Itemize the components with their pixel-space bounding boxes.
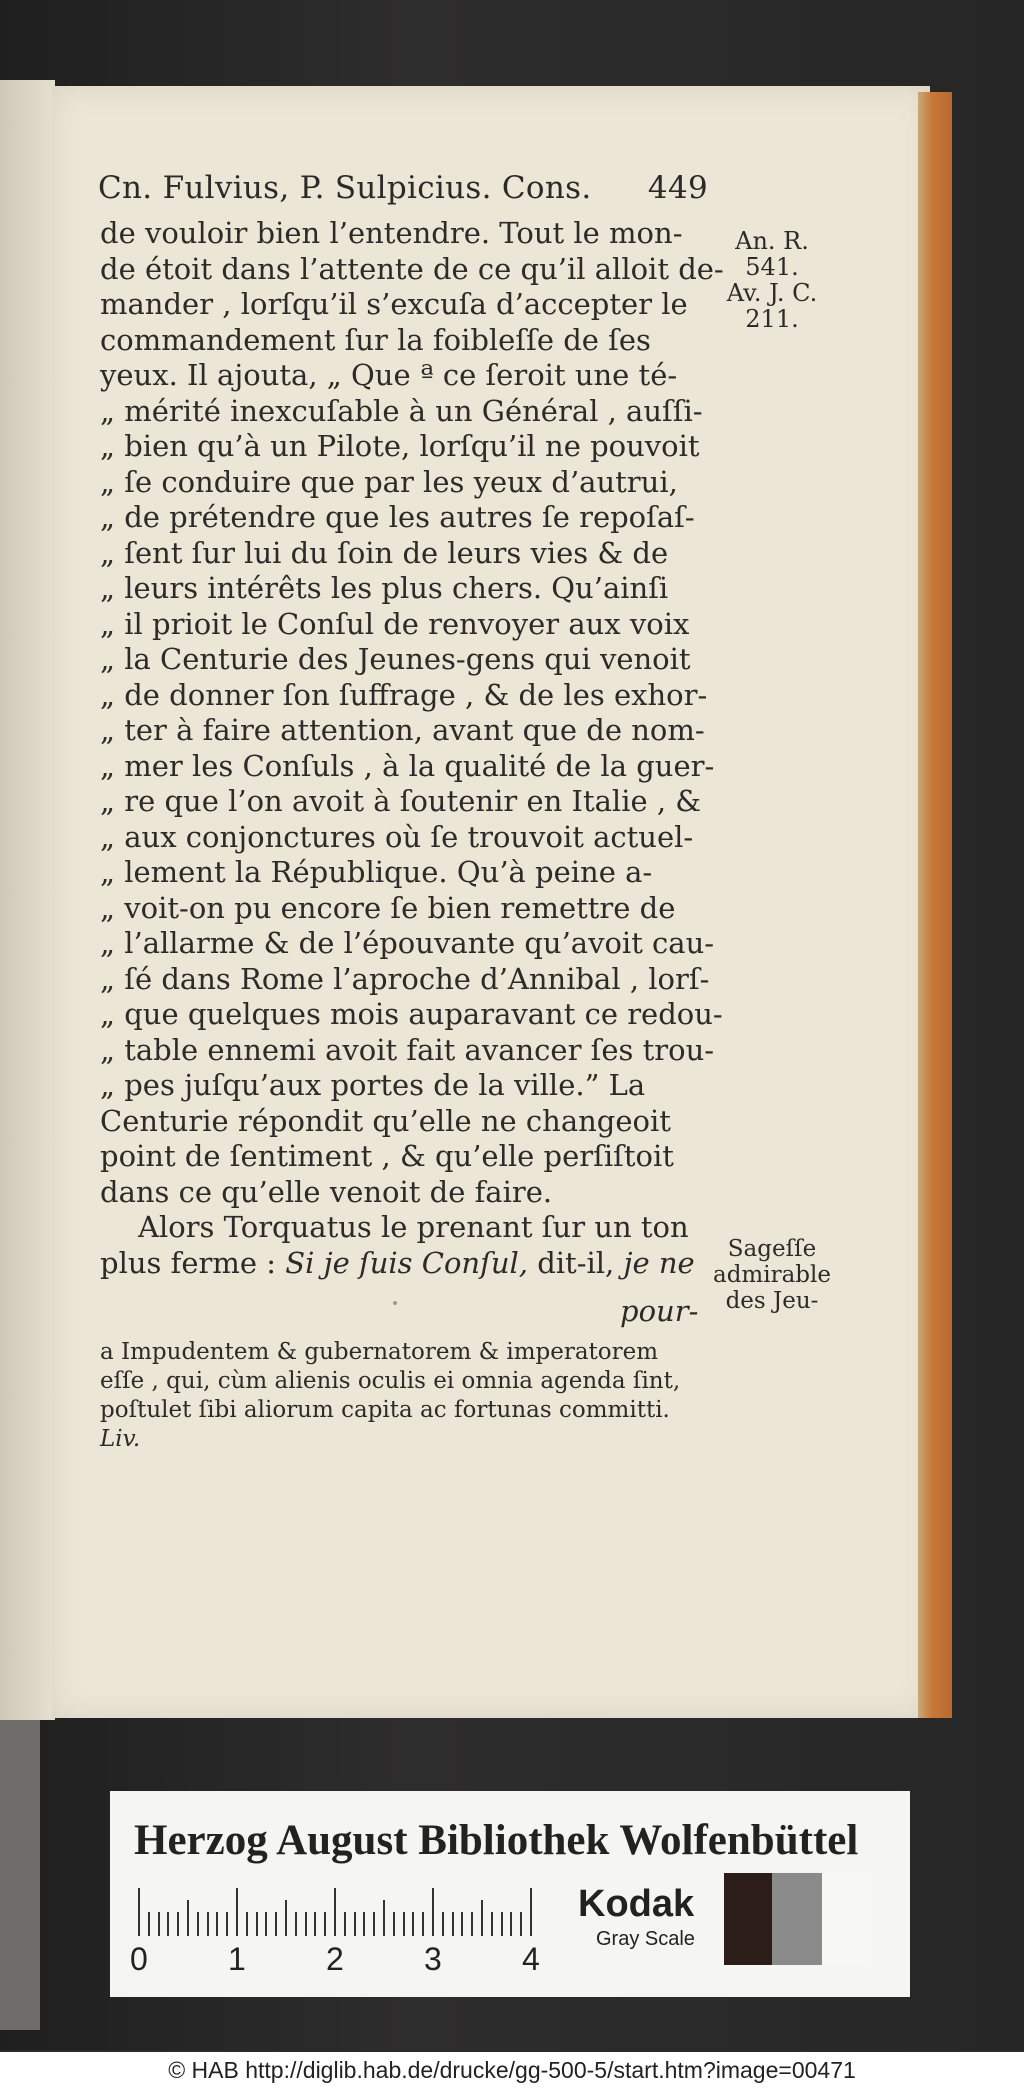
text-line: de vouloir bien l’entendre. Tout le mon- [100, 216, 683, 250]
ruler-tick [383, 1900, 385, 1936]
ruler-tick [334, 1888, 336, 1936]
running-head-title: Cn. Fulvius, P. Sulpicius. Cons. [98, 170, 592, 206]
ruler-number: 3 [424, 1941, 442, 1977]
text-line: point de ſentiment , & qu’elle perſiſtoit [100, 1139, 674, 1173]
ruler-tick [158, 1912, 160, 1936]
text-line: „ l’allarme & de l’épouvante qu’avoit cau- [100, 926, 715, 960]
footnote-line: eſſe , qui, cùm alienis oculis ei omnia agenda ſint, [100, 1368, 681, 1394]
ruler-number: 2 [326, 1941, 344, 1977]
footnote-line: a Impudentem & gubernatorem & imperatorem [100, 1339, 659, 1365]
ruler-numbers [130, 1941, 550, 1981]
ruler-tick [363, 1912, 365, 1936]
text-line: mander , lorſqu’il s’excuſa d’accepter le [100, 287, 688, 321]
text-line: dans ce qu’elle venoit de faire. [100, 1174, 553, 1209]
text-line: commandement ſur la foibleſſe de ſes [100, 322, 651, 357]
text-line: „ voit-on pu encore ſe bien remettre de [100, 890, 676, 925]
ruler-tick [442, 1912, 444, 1936]
gray-scale-label: Gray Scale [596, 1928, 695, 1950]
color-calibration-card [110, 1791, 910, 1997]
ruler-tick [207, 1912, 209, 1936]
ruler-tick [324, 1912, 326, 1936]
ruler-tick [275, 1912, 277, 1936]
text-line: „ bien qu’à un Pilote, lorſqu’il ne pouvoit [100, 429, 700, 463]
ruler-tick [167, 1912, 169, 1936]
ruler-tick [530, 1888, 532, 1936]
margin-note-date [722, 228, 822, 332]
text-line: „ lement la République. Qu’à peine a- [100, 855, 653, 889]
previous-page-edge [0, 80, 55, 1720]
dark-swatch [724, 1873, 772, 1965]
ruler-tick [138, 1888, 140, 1936]
ruler-number: 1 [228, 1941, 246, 1977]
margin-note-line: Sageſſe [727, 1236, 817, 1262]
text-line: „ ſe conduire que par les yeux d’autrui, [100, 464, 678, 499]
ruler-tick [471, 1912, 473, 1936]
text-line: „ ſé dans Rome l’aproche d’Annibal , lorſ- [100, 961, 710, 996]
ruler-tick [236, 1888, 238, 1936]
margin-date-line: An. R. [735, 227, 809, 255]
ruler-tick [520, 1912, 522, 1936]
ruler-tick [403, 1912, 405, 1936]
ruler-tick [481, 1900, 483, 1936]
page-fore-edge [918, 92, 952, 1718]
text-line: „ table ennemi avoit fait avancer ſes trou- [100, 1032, 715, 1067]
ruler-tick [452, 1912, 454, 1936]
margin-date-line: 211. [745, 305, 799, 333]
ruler-tick [197, 1912, 199, 1936]
ruler-tick [256, 1912, 258, 1936]
library-name: Herzog August Bibliothek Wolfenbüttel [134, 1817, 859, 1864]
ruler-tick [295, 1912, 297, 1936]
margin-date-line: 541. [745, 253, 799, 281]
text-line: „ ter à faire attention, avant que de nom- [100, 713, 705, 747]
text-line: „ ſent ſur lui du ſoin de leurs vies & de [100, 535, 669, 570]
catchword: pour- [620, 1294, 699, 1328]
text-lines [100, 216, 724, 1210]
margin-note-line: des Jeu- [725, 1288, 819, 1314]
footnote [100, 1338, 706, 1454]
ruler-tick [393, 1912, 395, 1936]
footnote-source: Liv. [100, 1426, 141, 1452]
ruler-number: 0 [130, 1941, 148, 1977]
margin-note-sagesse [712, 1236, 832, 1314]
ruler-tick [177, 1912, 179, 1936]
main-text [100, 216, 724, 1281]
ruler-tick [216, 1912, 218, 1936]
ruler-tick [226, 1912, 228, 1936]
ruler-tick [265, 1912, 267, 1936]
white-swatch [822, 1873, 870, 1965]
previous-page-bottom [0, 1720, 40, 2030]
ruler-tick [432, 1888, 434, 1936]
ink-dot [393, 1301, 397, 1305]
text-line: „ aux conjonctures où ſe trouvoit actuel- [100, 819, 694, 854]
margin-date-line: Av. J. C. [726, 279, 818, 307]
ruler-tick [422, 1912, 424, 1936]
ruler-tick [148, 1912, 150, 1936]
text-line: Alors Torquatus le prenant ſur un ton [138, 1210, 689, 1244]
ruler-tick [354, 1912, 356, 1936]
gray-swatch [772, 1873, 822, 1965]
ruler-tick [510, 1912, 512, 1936]
text-line: „ de prétendre que les autres ſe repoſaſ- [100, 500, 695, 534]
text-line: „ mérité inexcuſable à un Général , auſſi- [100, 393, 703, 428]
copyright-footer: © HAB http://diglib.hab.de/drucke/gg-500-5/start.htm?image=00471 [0, 2052, 1024, 2089]
ruler-tick [285, 1900, 287, 1936]
page-number: 449 [647, 170, 708, 206]
ruler-tick [461, 1912, 463, 1936]
ruler-tick [246, 1912, 248, 1936]
ruler-tick [412, 1912, 414, 1936]
text-line: de étoit dans l’attente de ce qu’il alloit de- [100, 251, 724, 286]
text-line: „ la Centurie des Jeunes-gens qui venoit [100, 642, 691, 676]
scale-ruler [138, 1886, 546, 1936]
text-line: „ leurs intérêts les plus chers. Qu’ainſi [100, 571, 669, 605]
ruler-tick [373, 1912, 375, 1936]
text-line: „ que quelques mois auparavant ce redou- [100, 997, 723, 1031]
ruler-number: 4 [522, 1941, 540, 1977]
ruler-tick [344, 1912, 346, 1936]
text-line: plus ferme : Si je ſuis Conſul, dit-il, je ne [100, 1245, 695, 1280]
kodak-logo: Kodak [578, 1883, 695, 1925]
text-line: „ de donner ſon ſuffrage , & de les exhor- [100, 677, 708, 712]
text-line: „ re que l’on avoit à ſoutenir en Italie , & [100, 784, 702, 818]
ruler-tick [305, 1912, 307, 1936]
text-line: „ mer les Conſuls , à la qualité de la guer- [100, 748, 715, 783]
ruler-tick [314, 1912, 316, 1936]
text-line: yeux. Il ajouta, „ Que ª ce ſeroit une té- [100, 358, 678, 392]
running-head [98, 170, 708, 206]
text-line: „ il prioit le Conſul de renvoyer aux voix [100, 606, 690, 641]
ruler-tick [491, 1912, 493, 1936]
text-line: „ pes juſqu’aux portes de la ville.” La [100, 1068, 646, 1102]
ruler-tick [501, 1912, 503, 1936]
footnote-line: poſtulet ſibi aliorum capita ac fortunas committi. [100, 1397, 670, 1423]
margin-note-line: admirable [713, 1262, 831, 1288]
text-line: Centurie répondit qu’elle ne changeoit [100, 1103, 671, 1138]
ruler-tick [187, 1900, 189, 1936]
